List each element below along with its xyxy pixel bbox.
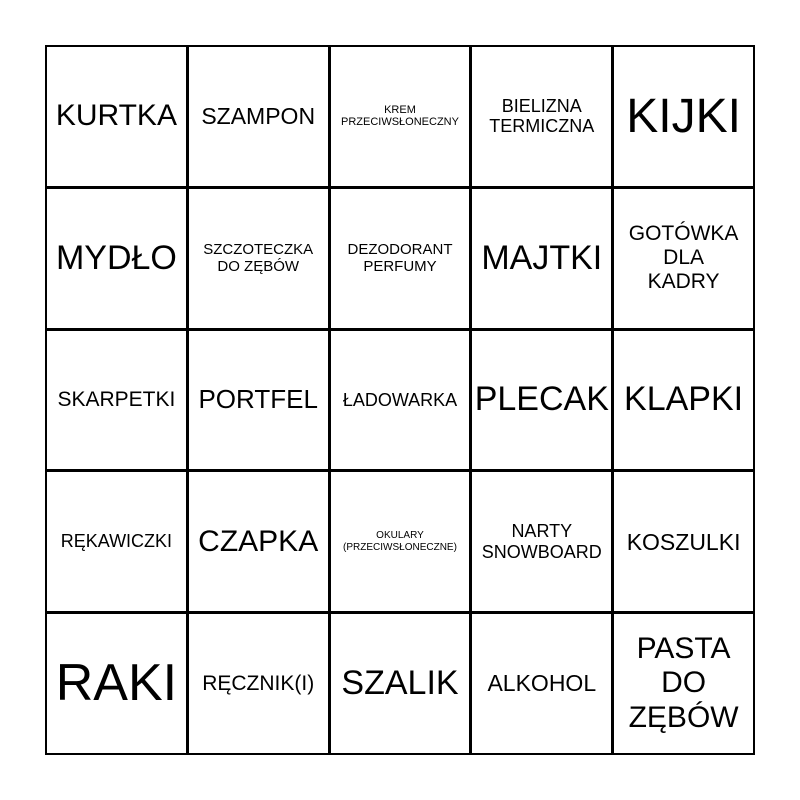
- bingo-cell-label: DEZODORANT PERFUMY: [347, 240, 453, 276]
- bingo-cell-label: MYDŁO: [55, 238, 177, 277]
- bingo-cell-24[interactable]: [472, 614, 611, 753]
- bingo-cell-label: SZALIK: [341, 664, 459, 703]
- bingo-cell-7[interactable]: [189, 189, 328, 328]
- bingo-cell-label: SZCZOTECZKA DO ZĘBÓW: [203, 240, 314, 276]
- bingo-cell-25[interactable]: [614, 614, 753, 753]
- bingo-cell-label: OKULARY (PRZECIWSŁONECZNE): [343, 530, 457, 553]
- bingo-cell-12[interactable]: [189, 331, 328, 470]
- bingo-cell-label: GOTÓWKA DLA KADRY: [628, 221, 739, 294]
- bingo-cell-3[interactable]: [331, 47, 470, 186]
- bingo-cell-5[interactable]: [614, 47, 753, 186]
- bingo-cell-label: RAKI: [55, 653, 178, 712]
- bingo-cell-label: KOSZULKI: [626, 528, 741, 555]
- bingo-cell-8[interactable]: [331, 189, 470, 328]
- bingo-cell-label: SKARPETKI: [57, 387, 176, 411]
- bingo-cell-label: CZAPKA: [198, 524, 319, 558]
- bingo-cell-label: RĘKAWICZKI: [60, 531, 173, 552]
- bingo-cell-label: ALKOHOL: [487, 670, 597, 697]
- bingo-cell-22[interactable]: [189, 614, 328, 753]
- bingo-cell-18[interactable]: [331, 472, 470, 611]
- bingo-cell-15[interactable]: [614, 331, 753, 470]
- bingo-cell-2[interactable]: [189, 47, 328, 186]
- bingo-cell-label: KREM PRZECIWSŁONECZNY: [341, 103, 459, 129]
- bingo-cell-label: KIJKI: [626, 89, 741, 143]
- bingo-cell-label: KLAPKI: [624, 380, 744, 419]
- bingo-cell-6[interactable]: [47, 189, 186, 328]
- bingo-cell-label: SZAMPON: [201, 103, 316, 130]
- bingo-cell-19[interactable]: [472, 472, 611, 611]
- bingo-cell-17[interactable]: [189, 472, 328, 611]
- bingo-cell-14[interactable]: [472, 331, 611, 470]
- bingo-cell-label: KURTKA: [55, 99, 177, 133]
- bingo-cell-label: PLECAK: [474, 380, 609, 419]
- bingo-cell-label: RĘCZNIK(I): [202, 671, 315, 695]
- bingo-cell-4[interactable]: [472, 47, 611, 186]
- bingo-cell-10[interactable]: [614, 189, 753, 328]
- bingo-cell-label: NARTY SNOWBOARD: [481, 521, 602, 562]
- bingo-board: [45, 45, 755, 755]
- bingo-cell-label: MAJTKI: [481, 238, 603, 277]
- bingo-cell-1[interactable]: [47, 47, 186, 186]
- bingo-cell-label: BIELIZNA TERMICZNA: [489, 95, 595, 137]
- bingo-cell-9[interactable]: [472, 189, 611, 328]
- bingo-cell-21[interactable]: [47, 614, 186, 753]
- bingo-cell-label: PORTFEL: [198, 384, 318, 415]
- bingo-cell-20[interactable]: [614, 472, 753, 611]
- bingo-cell-16[interactable]: [47, 472, 186, 611]
- bingo-cell-label: PASTA DO ZĘBÓW: [628, 631, 739, 734]
- bingo-cell-23[interactable]: [331, 614, 470, 753]
- bingo-cell-13[interactable]: [331, 331, 470, 470]
- bingo-cell-label: ŁADOWARKA: [342, 389, 458, 410]
- bingo-cell-11[interactable]: [47, 331, 186, 470]
